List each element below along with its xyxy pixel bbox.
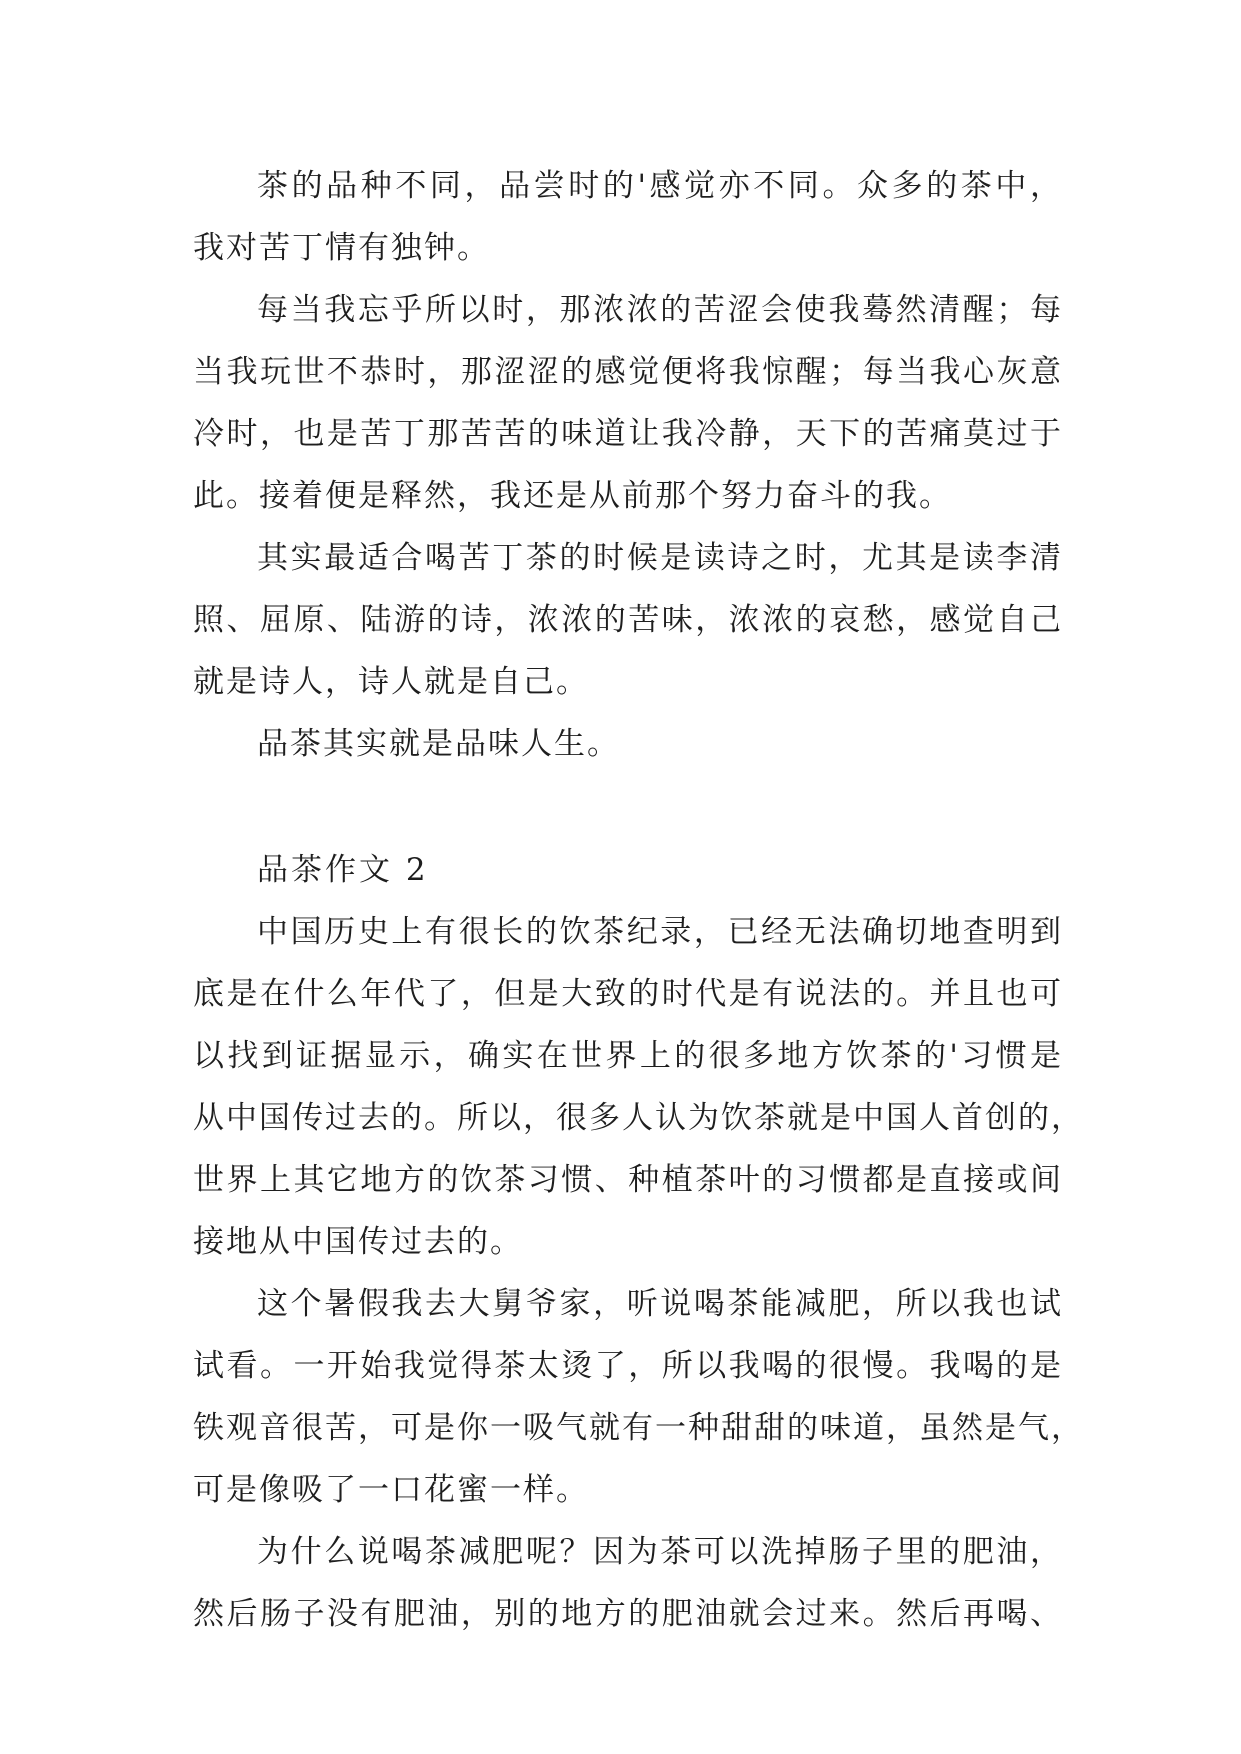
paragraph xyxy=(193,1521,1063,1645)
paragraph-line: 冷时，也是苦丁那苦苦的味道让我冷静，天下的苦痛莫过于 xyxy=(193,416,1063,452)
paragraph xyxy=(193,527,1063,713)
paragraph-line: 接地从中国传过去的。 xyxy=(193,1224,523,1260)
paragraph xyxy=(193,901,1084,1273)
document-body xyxy=(193,155,1084,1645)
section-title: 品茶作文 2 xyxy=(257,852,429,888)
paragraph-line: 然后肠子没有肥油，别的地方的肥油就会过来。然后再喝、 xyxy=(193,1596,1063,1632)
paragraph-line: 可是像吸了一口花蜜一样。 xyxy=(193,1472,589,1508)
paragraph-line: 就是诗人，诗人就是自己。 xyxy=(193,664,589,700)
paragraph-line: 这个暑假我去大舅爷家，听说喝茶能减肥，所以我也试 xyxy=(257,1286,1063,1322)
paragraph xyxy=(193,279,1063,527)
paragraph-line: 每当我忘乎所以时，那浓浓的苦涩会使我蓦然清醒；每 xyxy=(257,292,1063,328)
paragraph-line: 照、屈原、陆游的诗，浓浓的苦味，浓浓的哀愁，感觉自己 xyxy=(193,602,1063,638)
paragraph-line: 其实最适合喝苦丁茶的时候是读诗之时，尤其是读李清 xyxy=(257,540,1063,576)
paragraph-line: 试看。一开始我觉得茶太烫了，所以我喝的很慢。我喝的是 xyxy=(193,1348,1063,1384)
paragraph-line: 从中国传过去的。所以，很多人认为饮茶就是中国人首创的， xyxy=(193,1100,1084,1136)
paragraph-line: 底是在什么年代了，但是大致的时代是有说法的。并且也可 xyxy=(193,976,1063,1012)
paragraph-line: 当我玩世不恭时，那涩涩的感觉便将我惊醒；每当我心灰意 xyxy=(193,354,1063,390)
paragraph-line: 品茶其实就是品味人生。 xyxy=(257,726,620,762)
paragraph-line: 中国历史上有很长的饮茶纪录，已经无法确切地查明到 xyxy=(257,914,1063,950)
paragraph-line: 我对苦丁情有独钟。 xyxy=(193,230,490,266)
paragraph xyxy=(193,713,1063,775)
paragraph-line: 世界上其它地方的饮茶习惯、种植茶叶的习惯都是直接或间 xyxy=(193,1162,1063,1198)
paragraph-line: 铁观音很苦，可是你一吸气就有一种甜甜的味道，虽然是气， xyxy=(193,1410,1084,1446)
paragraph xyxy=(193,1273,1084,1521)
paragraph xyxy=(193,155,1063,279)
paragraph-line: 茶的品种不同，品尝时的'感觉亦不同。众多的茶中， xyxy=(257,168,1063,204)
paragraph-line: 以找到证据显示，确实在世界上的很多地方饮茶的'习惯是 xyxy=(193,1038,1063,1074)
paragraph-line: 此。接着便是释然，我还是从前那个努力奋斗的我。 xyxy=(193,478,952,514)
paragraph-line: 为什么说喝茶减肥呢？因为茶可以洗掉肠子里的肥油， xyxy=(257,1534,1063,1570)
section-gap xyxy=(193,775,1063,839)
